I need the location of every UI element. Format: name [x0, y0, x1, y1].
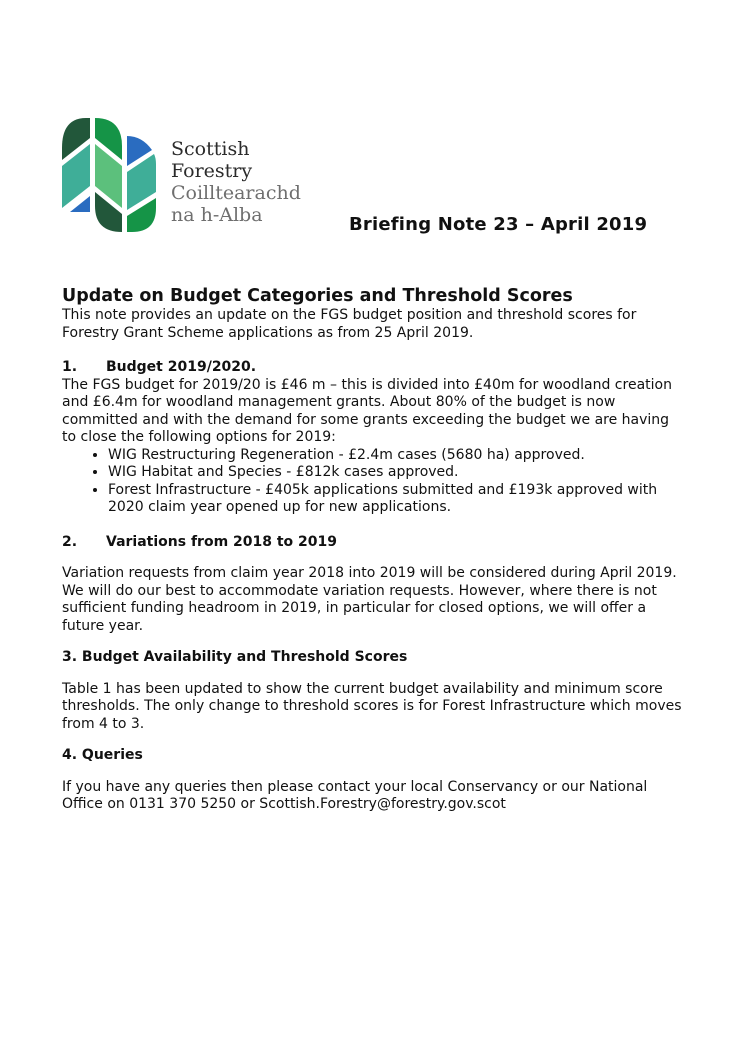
logo-wordmark [171, 138, 301, 226]
section-4-heading: 4. Queries [62, 747, 143, 763]
section-1-body: The FGS budget for 2019/20 is £46 m – this is divided into £40m for woodland creation and £6.4m for woodland management grants. About 80% of the budget is now committed and with the demand for some grants exceeding the budget we are having to close the following options for 2019: [62, 376, 672, 445]
intro-paragraph: This note provides an update on the FGS budget position and threshold scores for Forestry Grant Scheme applications as from 25 April 2019. [62, 307, 637, 341]
section-4-body: If you have any queries then please contact your local Conservancy or our National Office on 0131 370 5250 or Scottish.Forestry@forestry.gov.scot [62, 778, 648, 812]
document-title: Update on Budget Categories and Threshold Scores [62, 286, 573, 306]
section-2-number: 2. [62, 533, 78, 550]
briefing-note-title: Briefing Note 23 – April 2019 [349, 214, 648, 235]
logo-name-english-1: Scottish [171, 138, 250, 160]
section-3-body: Table 1 has been updated to show the current budget availability and minimum score thresholds. The only change to threshold scores is for Forest Infrastructure which moves from 4 to 3. [62, 680, 682, 732]
section-2-body: Variation requests from claim year 2018 into 2019 will be considered during April 2019. We will do our best to accommodate variation requests. However, where there is not sufficient funding headroom in 2019, in particular for closed options, we will offer a future year. [62, 565, 677, 634]
section-1-heading [62, 359, 682, 377]
list-item: • WIG Habitat and Species - £812k cases approved. [108, 464, 682, 482]
section-2-heading [62, 534, 682, 552]
list-item: • WIG Restructuring Regeneration - £2.4m cases (5680 ha) approved. [108, 447, 682, 465]
logo-name-gaelic-1: Coilltearachd [171, 182, 301, 204]
list-item: • Forest Infrastructure - £405k applications submitted and £193k approved with 2020 claim year opened up for new applications. [108, 482, 682, 517]
scottish-forestry-logo-icon [60, 116, 160, 234]
section-1-number: 1. [62, 359, 78, 375]
section-3-heading: 3. Budget Availability and Threshold Scores [62, 649, 408, 665]
closed-options-list [62, 447, 682, 517]
document-body [62, 285, 682, 814]
section-2-title: Variations from 2018 to 2019 [106, 533, 338, 550]
logo-name-english-2: Forestry [171, 160, 253, 182]
section-1-title: Budget 2019/2020. [106, 359, 257, 375]
logo-name-gaelic-2: na h-Alba [171, 204, 263, 226]
